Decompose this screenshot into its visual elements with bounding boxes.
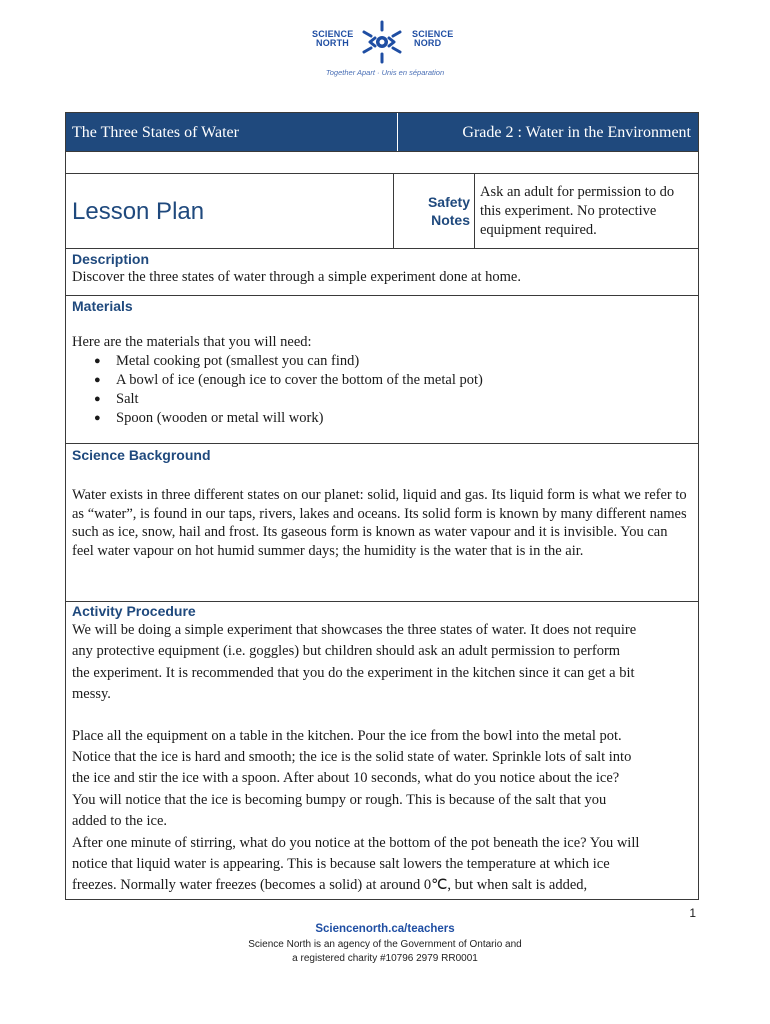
safety-notes-text: Ask an adult for permission to do this experiment. No protective equipment required.	[480, 184, 675, 238]
materials-intro: Here are the materials that you will need:	[72, 334, 312, 350]
background-heading: Science Background	[72, 447, 211, 463]
materials-heading: Materials	[72, 298, 133, 314]
materials-list	[72, 352, 692, 428]
footer-line-1: Science North is an agency of the Government of Ontario and	[248, 939, 522, 950]
safety-notes-label	[394, 174, 475, 248]
description-heading: Description	[72, 251, 150, 267]
footer-charity-text	[0, 938, 770, 966]
snowflake-icon	[356, 16, 408, 68]
description-section	[65, 249, 699, 296]
procedure-heading: Activity Procedure	[72, 603, 196, 619]
page-number: 1	[689, 906, 696, 920]
logo-right-word1: SCIENCE	[412, 29, 454, 39]
procedure-paragraph: Place all the equipment on a table in the kitchen. Pour the ice from the bowl into the metal pot. Notice that the ice is hard and smooth; the ice is the solid state of water. Sprinkle lots of salt into the ice and stir the ice with a spoon. After about 10 seconds, what do you notice about the ice? You will notice that the ice is becoming bumpy or rough. This is because of the salt that you added to the ice.	[72, 727, 632, 830]
lesson-plan-title: Lesson Plan	[66, 174, 394, 248]
lesson-header	[65, 112, 699, 152]
spacer-row	[65, 151, 699, 174]
logo-left-word1: SCIENCE	[312, 29, 354, 39]
logo-right-word2: NORD	[414, 38, 442, 48]
procedure-paragraph: We will be doing a simple experiment that showcases the three states of water. It does not require any protective equipment (i.e. goggles) but children should ask an adult permission to perform the experiment. It is recommended that you do the experiment in the kitchen since it can get a bit messy.	[72, 622, 637, 703]
lesson-plan-row	[65, 173, 699, 249]
activity-procedure-section	[65, 602, 699, 900]
footer-line-2: a registered charity #10796 2979 RR0001	[292, 953, 478, 964]
list-item: ● A bowl of ice (enough ice to cover the bottom of the metal pot)	[116, 371, 692, 390]
science-background-section	[65, 444, 699, 602]
list-item: ● Salt	[116, 390, 692, 409]
logo-left-word2: NORTH	[316, 38, 349, 48]
description-text: Discover the three states of water through a simple experiment done at home.	[72, 269, 521, 285]
footer-website-link[interactable]: Sciencenorth.ca/teachers	[315, 923, 455, 935]
grade-label: Grade 2 : Water in the Environment	[462, 124, 691, 141]
procedure-paragraph: After one minute of stirring, what do you notice at the bottom of the pot beneath the ice? You will notice that liquid water is appearing. This is because salt lowers the temperature at which ice freezes. Normally water freezes (becomes a solid) at around 0℃, but when salt is added,	[72, 834, 640, 894]
materials-section	[65, 296, 699, 444]
list-item: ● Metal cooking pot (smallest you can find)	[116, 352, 692, 371]
safety-label-1: Safety	[427, 194, 470, 210]
lesson-title: The Three States of Water	[66, 113, 398, 151]
logo-tagline: Together Apart · Unis en séparation	[325, 68, 445, 77]
science-north-logo	[300, 14, 470, 84]
background-text: Water exists in three different states on our planet: solid, liquid and gas. Its liquid form is what we refer to as “water”, is found in our taps, rivers, lakes and oceans. Its solid form is known by many different names such as ice, snow, hail and frost. Its gaseous form is known as water vapour and it is invisible. You can feel water vapour on hot humid summer days; the humidity is the water that is in the air.	[72, 487, 687, 559]
safety-label-2: Notes	[431, 212, 470, 228]
list-item: ● Spoon (wooden or metal will work)	[116, 409, 692, 428]
